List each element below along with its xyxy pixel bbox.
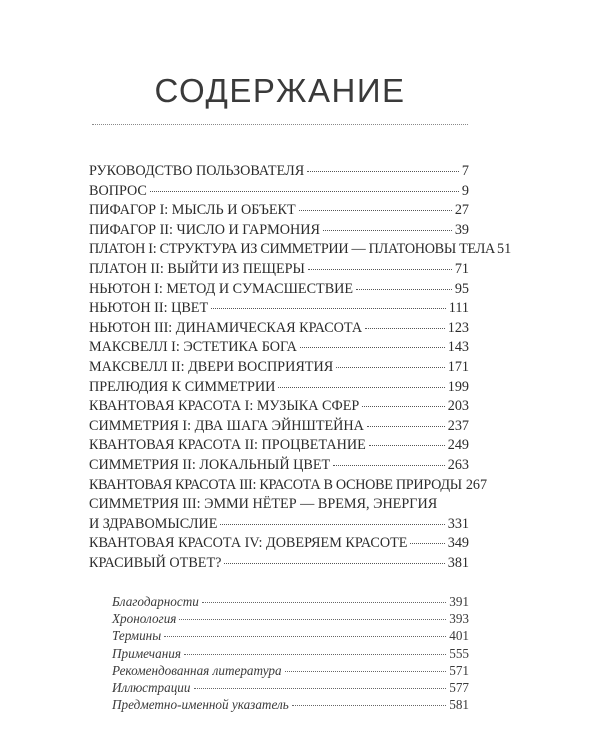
dot-leader (292, 705, 447, 706)
back-matter-entry[interactable] (112, 696, 469, 713)
toc-entry-label: СИММЕТРИЯ III: ЭММИ НЁТЕР — ВРЕМЯ, ЭНЕРГИЯ (89, 496, 438, 513)
dot-leader (323, 230, 452, 231)
toc-entry-page: 199 (447, 378, 469, 395)
toc-entry[interactable] (89, 338, 469, 358)
toc-entry-page: 111 (448, 300, 469, 317)
toc-entry-page: 249 (447, 437, 469, 454)
toc-entry-label: КВАНТОВАЯ КРАСОТА II: ПРОЦВЕТАНИЕ (89, 437, 366, 454)
back-matter-page: 581 (449, 697, 469, 713)
back-matter-entry[interactable] (112, 593, 469, 610)
toc-entry[interactable] (89, 358, 469, 378)
back-matter-entry[interactable] (112, 645, 469, 662)
toc-entry-page: 263 (447, 456, 469, 473)
toc-entry-page: 237 (447, 417, 469, 434)
toc-entry-label: НЬЮТОН III: ДИНАМИЧЕСКАЯ КРАСОТА (89, 319, 363, 336)
dot-leader (211, 308, 446, 309)
toc-entry[interactable] (89, 221, 469, 241)
dot-leader (194, 688, 447, 689)
toc-entry-page: 143 (447, 339, 469, 356)
back-matter-label: Хронология (112, 611, 177, 627)
back-matter-entry[interactable] (112, 610, 469, 627)
toc-entry-page: 331 (447, 515, 469, 532)
dot-leader (202, 602, 446, 603)
toc-entry[interactable] (89, 456, 469, 476)
toc-list (89, 162, 512, 573)
toc-entry-page: 9 (461, 182, 469, 199)
dot-leader (369, 445, 445, 446)
back-matter-label: Благодарности (112, 594, 199, 609)
toc-entry[interactable] (89, 240, 512, 260)
dot-leader (362, 406, 444, 407)
back-matter-page: 571 (449, 662, 469, 678)
toc-entry[interactable] (89, 260, 469, 280)
toc-entry-label-continued: И ЗДРАВОМЫСЛИЕ (89, 515, 218, 532)
toc-entry-page: 267 (465, 476, 488, 493)
toc-entry[interactable] (89, 417, 469, 437)
page-title: СОДЕРЖАНИЕ (154, 72, 406, 109)
toc-entry-page: 7 (461, 163, 469, 179)
toc-entry-page: 171 (447, 358, 469, 375)
back-matter-page: 393 (449, 611, 469, 627)
toc-entry-page: 203 (447, 398, 469, 415)
toc-entry[interactable] (89, 162, 469, 182)
back-matter-entry[interactable] (112, 679, 469, 696)
dot-leader (164, 636, 446, 637)
back-matter-page: 391 (449, 594, 469, 609)
dot-leader (308, 269, 452, 270)
dot-leader (307, 171, 459, 172)
toc-entry-page: 123 (447, 319, 469, 336)
back-matter-label: Примечания (112, 645, 181, 661)
toc-entry-label: КВАНТОВАЯ КРАСОТА I: МУЗЫКА СФЕР (89, 398, 360, 415)
back-matter-page: 555 (449, 645, 469, 661)
toc-entry-label: НЬЮТОН II: ЦВЕТ (89, 300, 209, 317)
dot-leader (184, 654, 446, 655)
toc-entry-page: 71 (454, 260, 469, 277)
toc-entry[interactable] (89, 280, 469, 300)
toc-entry-label: ПИФАГОР II: ЧИСЛО И ГАРМОНИЯ (89, 221, 320, 238)
toc-entry-page: 27 (454, 202, 469, 219)
dot-leader (410, 543, 444, 544)
toc-entry-label: КВАНТОВАЯ КРАСОТА IV: ДОВЕРЯЕМ КРАСОТЕ (89, 535, 408, 552)
toc-entry-label: КВАНТОВАЯ КРАСОТА III: КРАСОТА В ОСНОВЕ ПРИРОДЫ (89, 476, 462, 493)
toc-entry-label: МАКСВЕЛЛ I: ЭСТЕТИКА БОГА (89, 339, 297, 356)
dot-leader (224, 563, 444, 564)
toc-entry-label: ПИФАГОР I: МЫСЛЬ И ОБЪЕКТ (89, 202, 296, 219)
toc-entry[interactable] (89, 436, 469, 456)
toc-entry-label: РУКОВОДСТВО ПОЛЬЗОВАТЕЛЯ (89, 163, 305, 179)
toc-entry[interactable] (89, 378, 469, 398)
toc-entry[interactable] (89, 476, 488, 496)
toc-entry[interactable] (89, 397, 469, 417)
toc-entry[interactable] (89, 534, 469, 554)
toc-entry-label: МАКСВЕЛЛ II: ДВЕРИ ВОСПРИЯТИЯ (89, 358, 334, 375)
back-matter-label: Рекомендованная литература (112, 662, 282, 678)
toc-entry-label: ПЛАТОН I: СТРУКТУРА ИЗ СИММЕТРИИ — ПЛАТОНОВЫ ТЕЛА (89, 241, 495, 258)
dot-leader (367, 426, 445, 427)
toc-entry-page: 349 (447, 535, 469, 552)
dot-leader (179, 619, 446, 620)
back-matter-page: 401 (449, 628, 469, 644)
toc-entry-page: 51 (496, 241, 512, 258)
toc-entry[interactable] (89, 319, 469, 339)
toc-entry-label: ВОПРОС (89, 182, 147, 199)
toc-entry-page: 39 (454, 221, 469, 238)
toc-entry[interactable] (89, 201, 469, 221)
title-divider (92, 124, 468, 125)
toc-entry[interactable] (89, 182, 469, 202)
dot-leader (150, 191, 459, 192)
back-matter-page: 577 (449, 679, 469, 695)
toc-entry-label: СИММЕТРИЯ II: ЛОКАЛЬНЫЙ ЦВЕТ (89, 456, 331, 473)
back-matter-label: Иллюстрации (112, 679, 191, 695)
dot-leader (300, 347, 445, 348)
dot-leader (285, 671, 447, 672)
back-matter-label: Термины (112, 628, 162, 644)
toc-entry-label: СИММЕТРИЯ I: ДВА ШАГА ЭЙНШТЕЙНА (89, 417, 364, 434)
back-matter-label: Предметно-именной указатель (112, 697, 289, 713)
toc-entry-label: КРАСИВЫЙ ОТВЕТ? (89, 554, 222, 571)
toc-entry-label: ПЛАТОН II: ВЫЙТИ ИЗ ПЕЩЕРЫ (89, 260, 305, 277)
toc-entry[interactable] (89, 299, 469, 319)
toc-entry-page: 381 (447, 554, 469, 571)
dot-leader (365, 328, 445, 329)
toc-entry-label: НЬЮТОН I: МЕТОД И СУМАСШЕСТВИЕ (89, 280, 354, 297)
toc-entry-label: ПРЕЛЮДИЯ К СИММЕТРИИ (89, 378, 276, 395)
dot-leader (299, 210, 452, 211)
toc-entry[interactable] (89, 554, 469, 574)
back-matter-entry[interactable] (112, 662, 469, 679)
dot-leader (220, 524, 444, 525)
back-matter-list (112, 593, 469, 713)
toc-entry-page: 95 (454, 280, 469, 297)
dot-leader (333, 465, 445, 466)
dot-leader (356, 289, 452, 290)
dot-leader (336, 367, 445, 368)
toc-entry[interactable] (89, 495, 469, 534)
back-matter-entry[interactable] (112, 627, 469, 644)
dot-leader (278, 387, 444, 388)
